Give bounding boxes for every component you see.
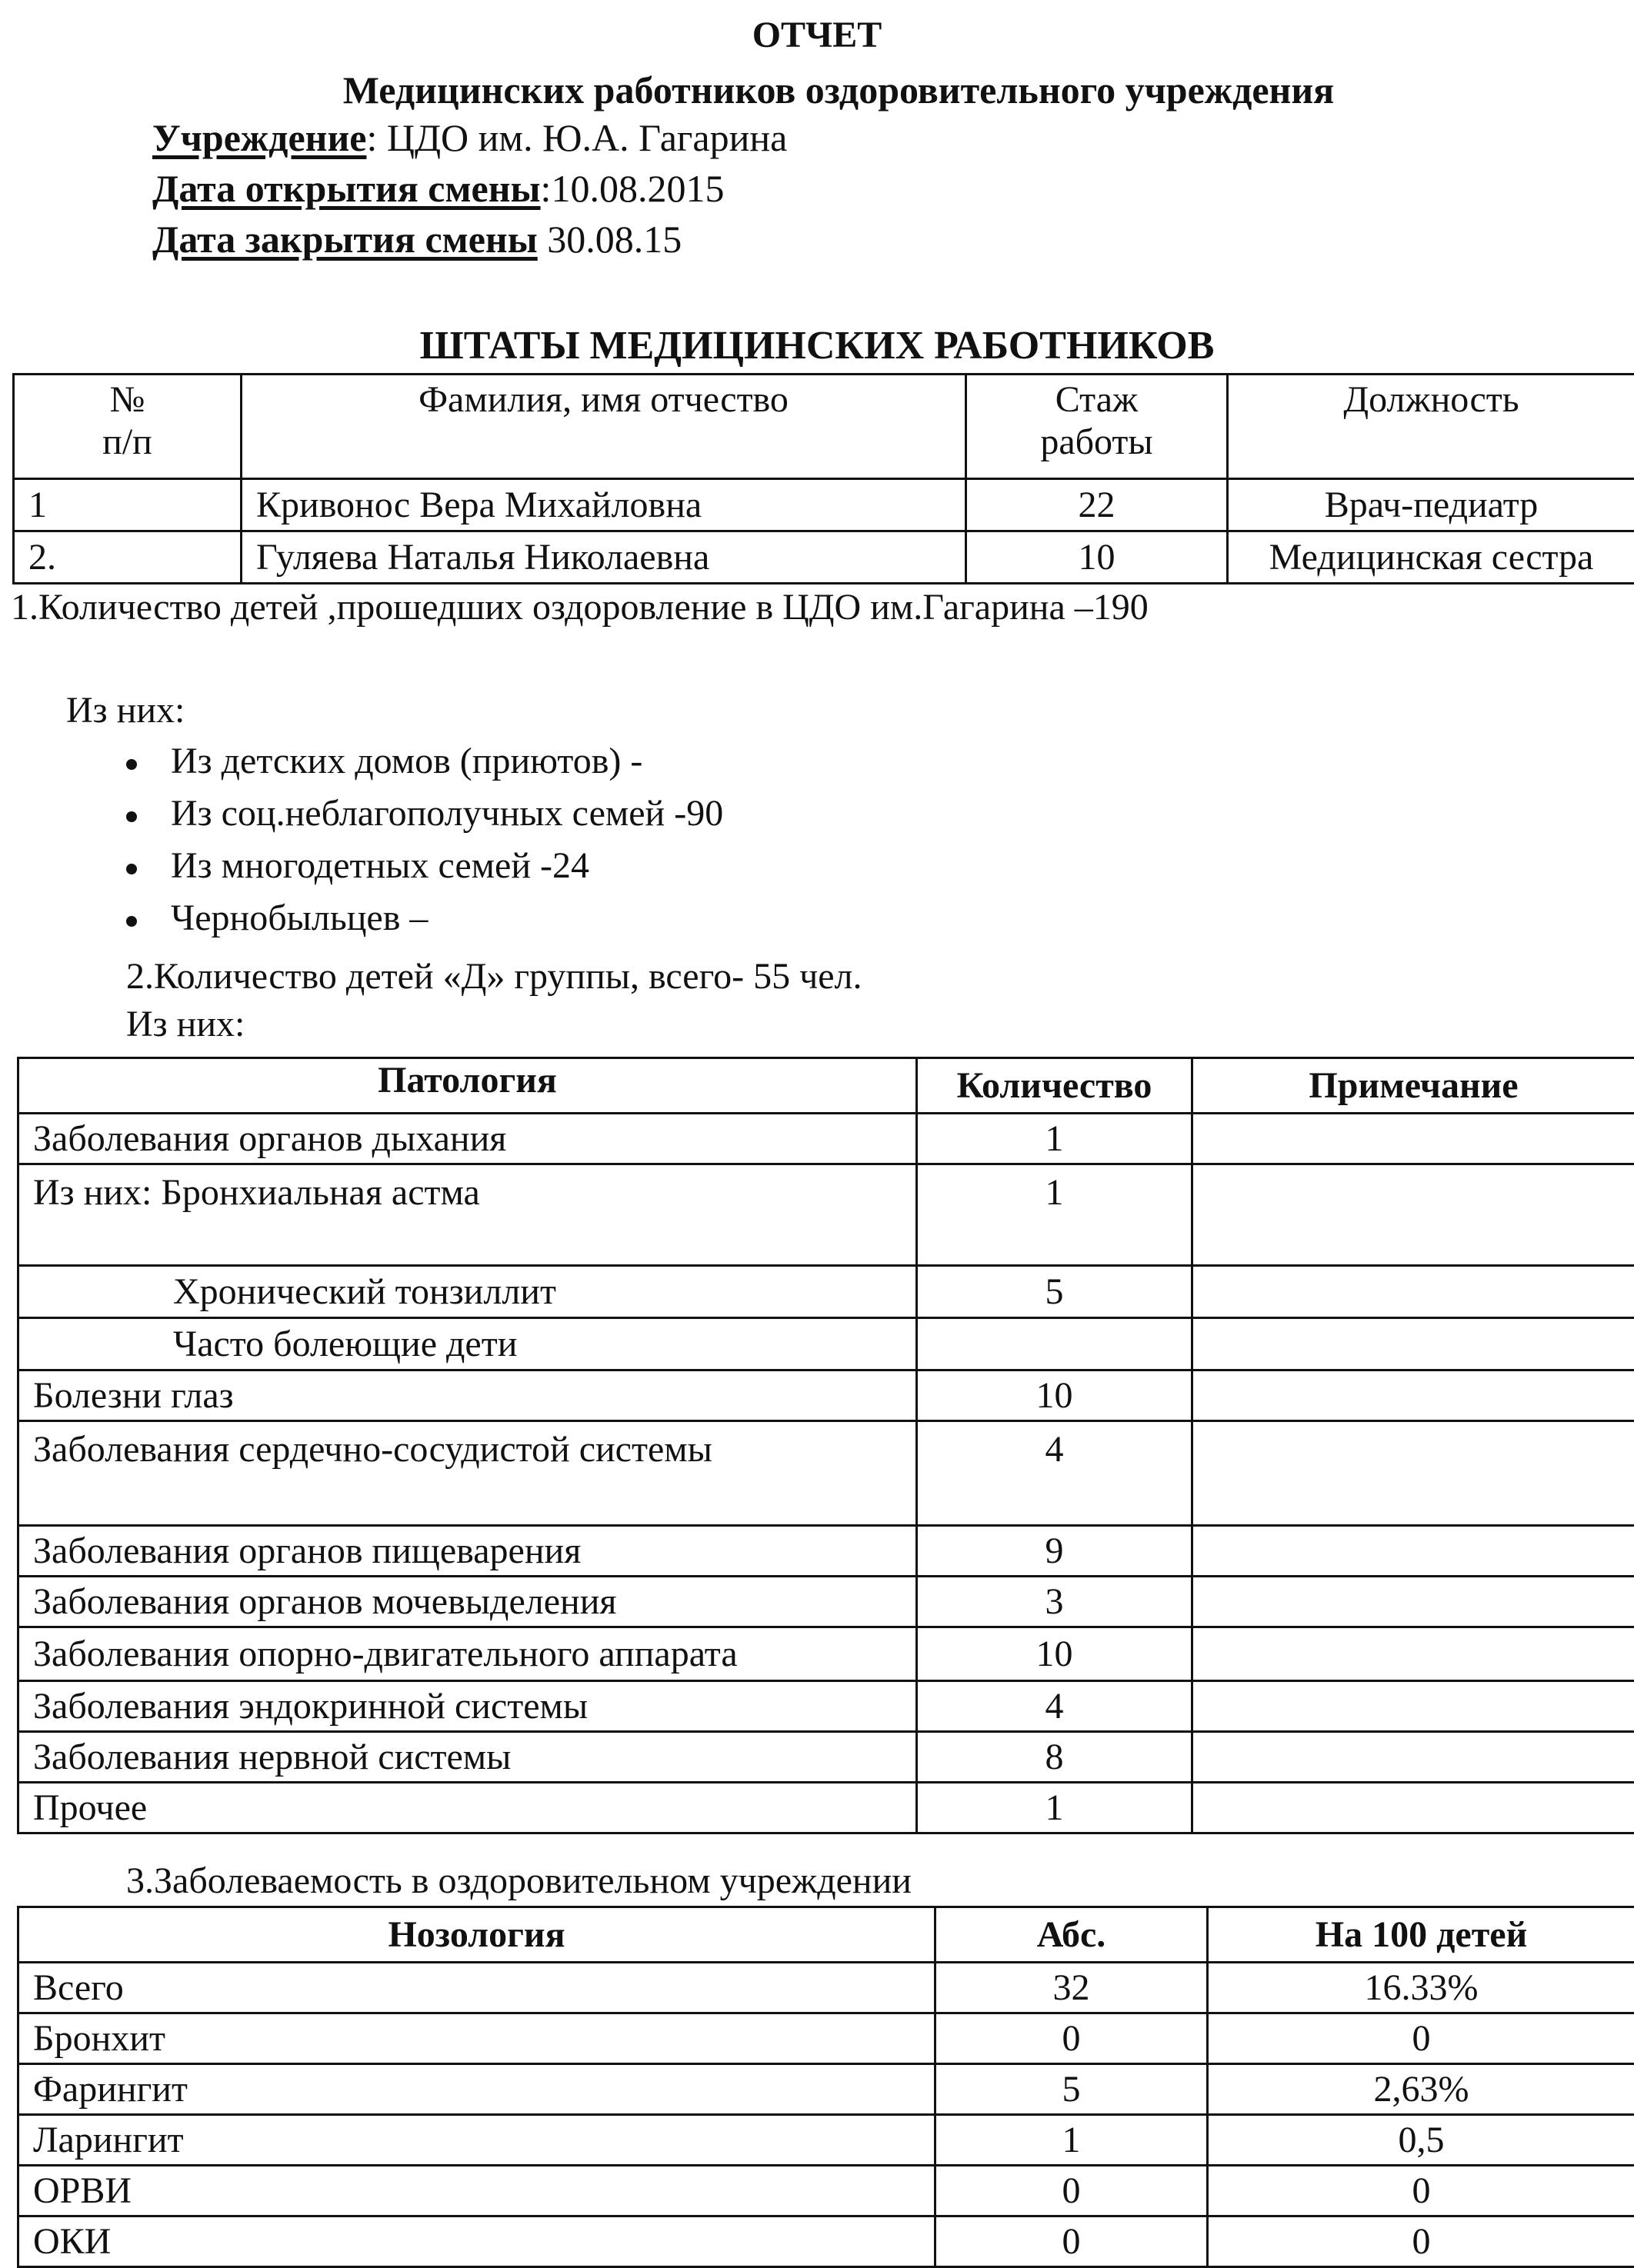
nosology-abs: 32 [935,1963,1208,2013]
pathology-note [1192,1526,1634,1577]
nosology-name: ОКИ [18,2216,935,2267]
table-row [18,1681,1634,1732]
close-date-line [152,217,682,261]
staff-header-row [14,375,1634,479]
table-row [18,2166,1634,2216]
staff-name: Кривонос Вера Михайловна [242,479,966,531]
d-group-of-them: Из них: [126,1003,245,1045]
nosology-per100: 0 [1208,2216,1634,2267]
pathology-note [1192,1318,1634,1370]
pathology-note [1192,1783,1634,1833]
staff-experience: 22 [966,479,1228,531]
staff-num: 1 [14,479,242,531]
pathology-count: 3 [917,1577,1192,1627]
table-row [14,479,1634,531]
pathology-count: 4 [917,1681,1192,1732]
header-nosology: Нозология [18,1907,935,1963]
nosology-abs: 5 [935,2064,1208,2115]
pathology-name: Заболевания сердечно-сосудистой системы [18,1421,917,1526]
nosology-per100: 16.33% [1208,1963,1634,2013]
pathology-note [1192,1421,1634,1526]
pathology-note [1192,1164,1634,1266]
header-per100: На 100 детей [1208,1907,1634,1963]
bullet-icon [126,811,137,822]
nosology-name: ОРВИ [18,2166,935,2216]
bullet-icon [126,916,137,927]
list-item: Из детских домов (приютов) - [126,740,642,782]
open-date-line [152,166,724,211]
pathology-name: Заболевания органов пищеварения [18,1526,917,1577]
pathology-note [1192,1732,1634,1783]
nosology-per100: 0,5 [1208,2115,1634,2166]
pathology-count: 1 [917,1783,1192,1833]
nosology-abs: 0 [935,2216,1208,2267]
table-row [18,1732,1634,1783]
table-row [18,1370,1634,1421]
close-date-value: 30.08.15 [538,218,682,261]
header-pathology: Патология [18,1058,917,1114]
d-group-line: 2.Количество детей «Д» группы, всего- 55 чел. [126,955,862,997]
table-row [18,1114,1634,1164]
header-count: Количество [917,1058,1192,1114]
table-row [18,1627,1634,1681]
nosology-per100: 0 [1208,2013,1634,2064]
close-date-label: Дата закрытия смены [152,218,538,261]
pathology-note [1192,1370,1634,1421]
pathology-count: 10 [917,1627,1192,1681]
pathology-name: Заболевания нервной системы [18,1732,917,1783]
nosology-name: Бронхит [18,2013,935,2064]
staff-position: Врач-педиатр [1228,479,1634,531]
table-row [18,1963,1634,2013]
pathology-note [1192,1577,1634,1627]
children-count-line: 1.Количество детей ,прошедших оздоровление в ЦДО им.Гагарина –190 [11,586,1149,628]
header-abs: Абс. [935,1907,1208,1963]
report-subtitle: Медицинских работников оздоровительного учреждения [185,68,1492,112]
institution-line [152,115,787,160]
pathology-count: 5 [917,1266,1192,1318]
staff-name: Гуляева Наталья Николаевна [242,531,966,584]
pathology-count: 10 [917,1370,1192,1421]
header-position: Должность [1228,375,1634,479]
pathology-name: Болезни глаз [18,1370,917,1421]
header-name: Фамилия, имя отчество [242,375,966,479]
list-item: Из многодетных семей -24 [126,844,589,887]
pathology-count [917,1318,1192,1370]
open-date-value: :10.08.2015 [541,167,725,210]
pathology-name: Заболевания органов дыхания [18,1114,917,1164]
table-row [18,2115,1634,2166]
staff-experience: 10 [966,531,1228,584]
table-row [18,1421,1634,1526]
pathology-name: Прочее [18,1783,917,1833]
morbidity-header-row [18,1907,1634,1963]
table-row [14,531,1634,584]
table-row [18,1164,1634,1266]
institution-label: Учреждение [152,116,366,159]
of-them-label: Из них: [66,689,185,731]
pathology-table [17,1057,1634,1834]
pathology-name: Из них: Бронхиальная астма [18,1164,917,1266]
table-row [18,1266,1634,1318]
pathology-note [1192,1627,1634,1681]
bullet-icon [126,759,137,770]
pathology-count: 4 [917,1421,1192,1526]
header-num: № п/п [14,375,242,479]
pathology-note [1192,1114,1634,1164]
staff-position: Медицинская сестра [1228,531,1634,584]
nosology-abs: 0 [935,2166,1208,2216]
report-title: ОТЧЕТ [0,14,1634,56]
institution-value: : ЦДО им. Ю.А. Гагарина [366,116,787,159]
list-item: Из соц.неблагополучных семей -90 [126,792,723,834]
pathology-name: Заболевания эндокринной системы [18,1681,917,1732]
open-date-label: Дата открытия смены [152,167,541,210]
staff-title: ШТАТЫ МЕДИЦИНСКИХ РАБОТНИКОВ [0,323,1634,368]
morbidity-table [17,1906,1634,2268]
table-row [18,1783,1634,1833]
nosology-abs: 1 [935,2115,1208,2166]
header-note: Примечание [1192,1058,1634,1114]
bullet-icon [126,864,137,874]
table-row [18,1526,1634,1577]
table-row [18,2216,1634,2267]
nosology-name: Фарингит [18,2064,935,2115]
table-row [18,2064,1634,2115]
nosology-name: Ларингит [18,2115,935,2166]
pathology-count: 1 [917,1164,1192,1266]
table-row [18,1577,1634,1627]
table-row [18,2013,1634,2064]
pathology-header-row [18,1058,1634,1114]
staff-num: 2. [14,531,242,584]
pathology-name: Заболевания опорно-двигательного аппарата [18,1627,917,1681]
pathology-count: 8 [917,1732,1192,1783]
nosology-name: Всего [18,1963,935,2013]
pathology-note [1192,1266,1634,1318]
nosology-per100: 0 [1208,2166,1634,2216]
pathology-count: 9 [917,1526,1192,1577]
pathology-name: Часто болеющие дети [18,1318,917,1370]
morbidity-line: 3.Заболеваемость в оздоровительном учреждении [126,1860,912,1902]
pathology-note [1192,1681,1634,1732]
table-row [18,1318,1634,1370]
nosology-abs: 0 [935,2013,1208,2064]
nosology-per100: 2,63% [1208,2064,1634,2115]
list-item: Чернобыльцев – [126,897,428,939]
pathology-name: Заболевания органов мочевыделения [18,1577,917,1627]
header-experience: Стаж работы [966,375,1228,479]
pathology-name: Хронический тонзиллит [18,1266,917,1318]
pathology-count: 1 [917,1114,1192,1164]
staff-table [12,373,1634,584]
